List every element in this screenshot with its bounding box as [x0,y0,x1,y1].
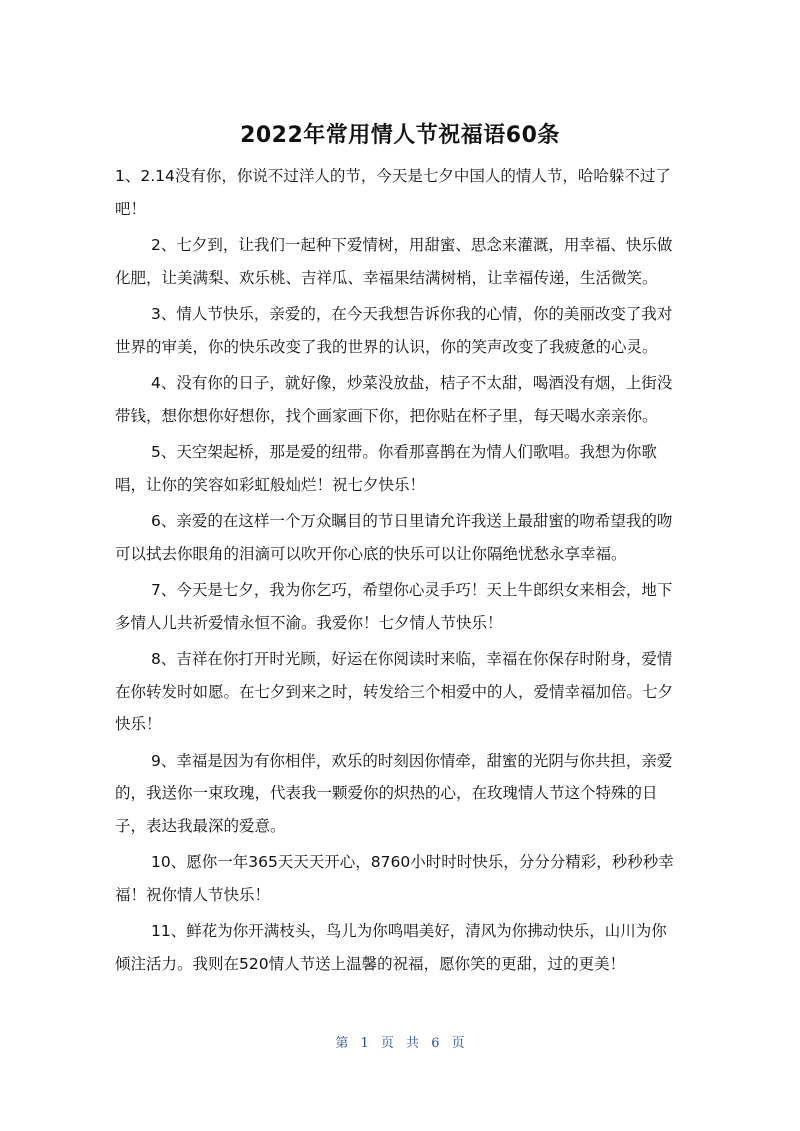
paragraph-7: 7、今天是七夕，我为你乞巧，希望你心灵手巧！天上牛郎织女来相会，地下多情人儿共祈爱情永恒不渝。我爱你！七夕情人节快乐！ [115,581,673,632]
paragraph-6: 6、亲爱的在这样一个万众瞩目的节日里请允许我送上最甜蜜的吻希望我的吻可以拭去你眼角的泪滴可以吹开你心底的快乐可以让你隔绝忧愁永享幸福。 [115,512,673,563]
paragraph-5: 5、天空架起桥，那是爱的纽带。你看那喜鹊在为情人们歌唱。我想为你歌唱，让你的笑容如彩虹般灿烂！祝七夕快乐！ [115,443,657,494]
document-title: 2022年常用情人节祝福语60条 [240,123,560,148]
paragraph-9: 9、幸福是因为有你相伴，欢乐的时刻因你情牵，甜蜜的光阴与你共担，亲爱的，我送你一束玫瑰，代表我一颗爱你的炽热的心，在玫瑰情人节这个特殊的日子，表达我最深的爱意。 [115,751,673,835]
paragraph-11: 11、鲜花为你开满枝头，鸟儿为你鸣唱美好，清风为你拂动快乐，山川为你倾注活力。我则在520情人节送上温馨的祝福，愿你笑的更甜，过的更美！ [115,922,667,973]
paragraph-2: 2、七夕到，让我们一起种下爱情树，用甜蜜、思念来灌溉，用幸福、快乐做化肥，让美满梨、欢乐桃、吉祥瓜、幸福果结满树梢，让幸福传递，生活微笑。 [115,236,673,287]
document-body [115,160,675,984]
paragraph-8: 8、吉祥在你打开时光顾，好运在你阅读时来临，幸福在你保存时附身，爱情在你转发时如愿。在七夕到来之时，转发给三个相爱中的人，爱情幸福加倍。七夕快乐！ [115,650,674,733]
paragraph-1: 1、2.14没有你，你说不过洋人的节，今天是七夕中国人的情人节，哈哈躲不过了吧！ [115,167,671,218]
page-number-footer: 第 1 页 共 6 页 [335,1036,465,1051]
paragraph-10: 10、愿你一年365天天天开心，8760小时时时快乐，分分分精彩，秒秒秒幸福！祝你情人节快乐！ [115,853,674,904]
paragraph-4: 4、没有你的日子，就好像，炒菜没放盐，桔子不太甜，喝酒没有烟，上街没带钱，想你想你好想你，找个画家画下你，把你贴在杯子里，每天喝水亲亲你。 [115,374,673,425]
paragraph-3: 3、情人节快乐，亲爱的，在今天我想告诉你我的心情，你的美丽改变了我对世界的审美，你的快乐改变了我的世界的认识，你的笑声改变了我疲惫的心灵。 [115,305,673,356]
